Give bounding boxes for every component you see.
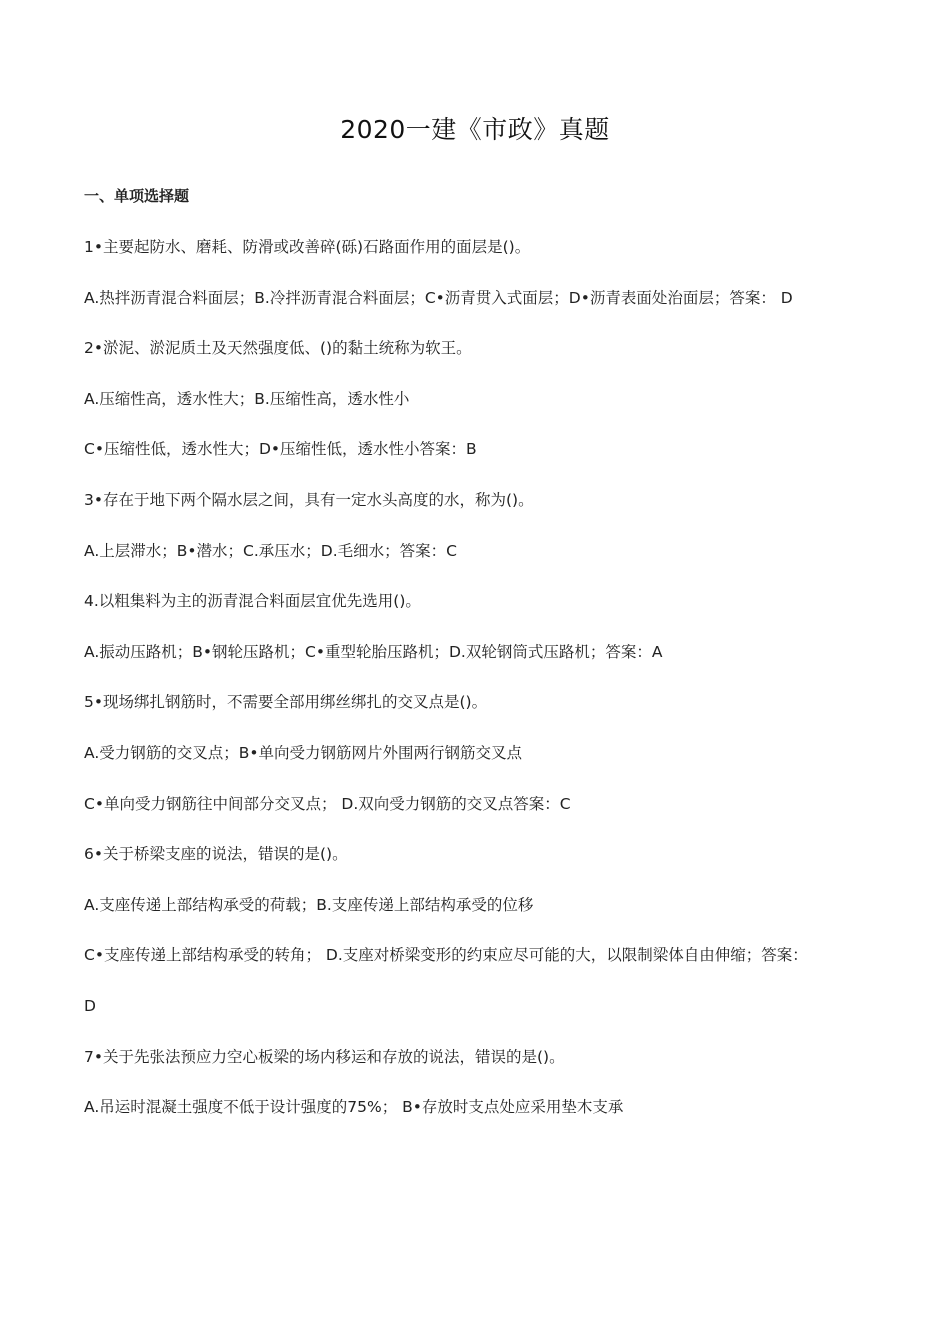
question-2-options-cd: C•压缩性低，透水性大；D•压缩性低，透水性小答案：B [84, 440, 477, 459]
question-list [84, 233, 884, 1144]
question-6-options-cd: C•支座传递上部结构承受的转角； D.支座对桥梁变形的约束应尽可能的大，以限制梁体自由伸缩；答案： [84, 946, 808, 965]
question-1-stem: 1•主要起防水、磨耗、防滑或改善碎(砾)石路面作用的面层是()。 [84, 238, 531, 256]
question-3-stem: 3•存在于地下两个隔水层之间，具有一定水头高度的水，称为()。 [84, 490, 534, 509]
question-5-stem: 5•现场绑扎钢筋时，不需要全部用绑丝绑扎的交叉点是()。 [84, 693, 488, 712]
document-title: 2020一建《市政》真题 [340, 115, 610, 144]
question-6-options-ab: A.支座传递上部结构承受的荷载；B.支座传递上部结构承受的位移 [84, 895, 534, 914]
question-6-answer: D [84, 996, 96, 1015]
question-2-options-ab: A.压缩性高，透水性大；B.压缩性高，透水性小 [84, 389, 410, 408]
question-5-options-ab: A.受力钢筋的交叉点；B•单向受力钢筋网片外围两行钢筋交叉点 [84, 743, 523, 762]
question-7-stem: 7•关于先张法预应力空心板梁的场内移运和存放的说法，错误的是()。 [84, 1047, 565, 1066]
question-3-options: A.上层滞水；B•潜水；C.承压水；D.毛细水；答案：C [84, 541, 457, 560]
section-heading: 一、单项选择题 [84, 187, 190, 205]
question-4-stem: 4.以粗集料为主的沥青混合料面层宜优先选用()。 [84, 592, 421, 611]
question-2-stem: 2•淤泥、淤泥质土及天然强度低、()的黏土统称为软王。 [84, 339, 472, 358]
question-6-stem: 6•关于桥梁支座的说法，错误的是()。 [84, 845, 348, 864]
question-1-options: A.热拌沥青混合料面层；B.冷拌沥青混合料面层；C•沥青贯入式面层；D•沥青表面处治面层；答案： D [84, 288, 793, 307]
question-4-options: A.振动压路机；B•钢轮压路机；C•重型轮胎压路机；D.双轮钢筒式压路机；答案：A [84, 642, 663, 661]
question-5-options-cd: C•单向受力钢筋往中间部分交叉点； D.双向受力钢筋的交叉点答案：C [84, 794, 571, 813]
question-7-options-ab: A.吊运时混凝土强度不低于设计强度的75%； B•存放时支点处应采用垫木支承 [84, 1098, 624, 1117]
